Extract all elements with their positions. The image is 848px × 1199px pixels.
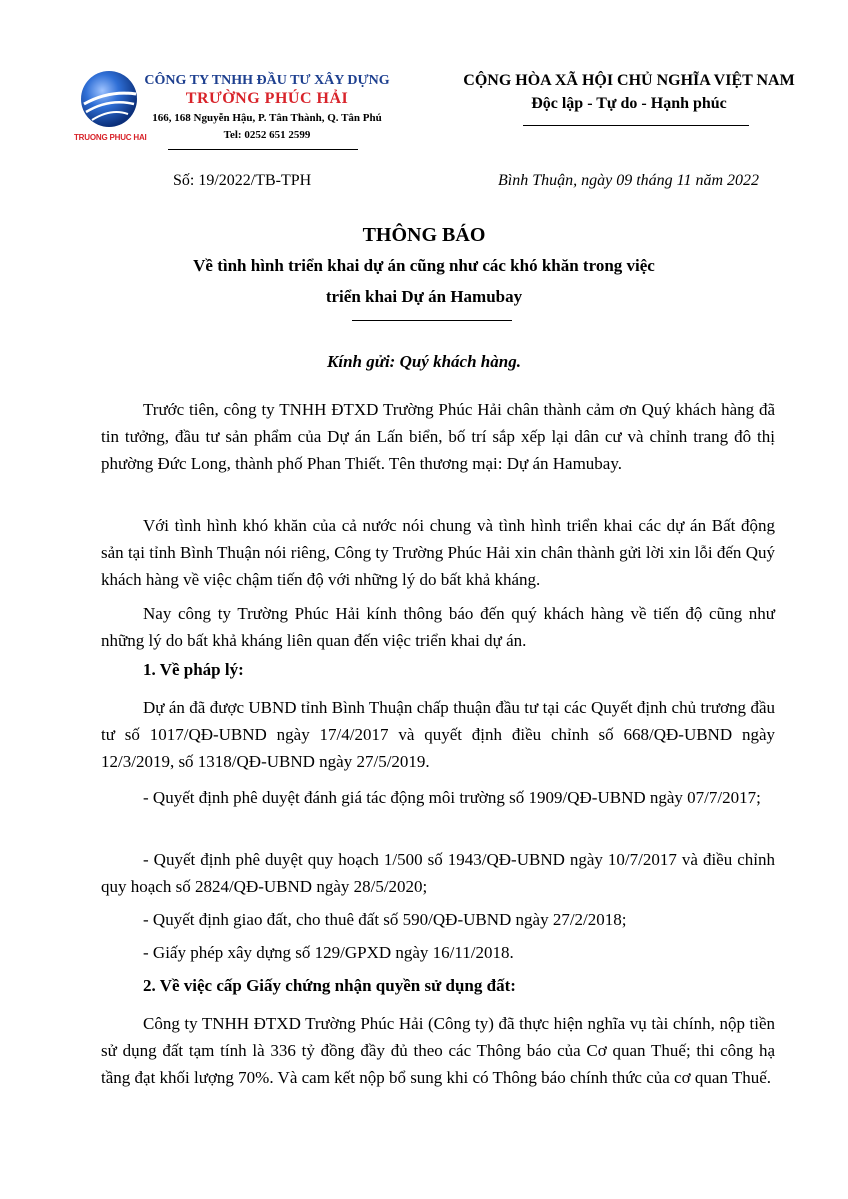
company-tel: Tel: 0252 651 2599 [223, 129, 311, 141]
company-name-brand: TRƯỜNG PHÚC HẢI [185, 90, 349, 107]
list-item: - Quyết định giao đất, cho thuê đất số 590/QĐ-UBND ngày 27/2/2018; [143, 910, 627, 929]
list-item: - Quyết định phê duyệt quy hoạch 1/500 số 1943/QĐ-UBND ngày 10/7/2017 và điều chỉnh quy hoạch số 2824/QĐ-UBND ngày 28/5/2020; [101, 850, 775, 896]
document-subtitle-line2: triển khai Dự án Hamubay [325, 287, 523, 306]
title-divider [352, 320, 512, 321]
nation-title: CỘNG HÒA XÃ HỘI CHỦ NGHĨA VIỆT NAM [463, 72, 795, 89]
company-address: 166, 168 Nguyễn Hậu, P. Tân Thành, Q. Tân Phú [152, 112, 382, 124]
document-reference: Số: 19/2022/TB-TPH [173, 172, 312, 189]
paragraph-legal: Dự án đã được UBND tỉnh Bình Thuận chấp thuận đầu tư tại các Quyết định chủ trương đầu tư số 1017/QĐ-UBND ngày 17/4/2017 và quyết định điều chỉnh số 668/QĐ-UBND ngày 12/3/2019, số 1318/QĐ-UBND ngày 27/5/2019. [101, 698, 775, 771]
section-heading-legal: 1. Về pháp lý: [143, 660, 244, 679]
list-item: - Giấy phép xây dựng số 129/GPXD ngày 16/11/2018. [143, 943, 514, 962]
logo-caption: TRUONG PHUC HAI [74, 133, 147, 142]
paragraph-intro: Trước tiên, công ty TNHH ĐTXD Trường Phúc Hải chân thành cảm ơn Quý khách hàng đã tin tưởng, đầu tư sản phẩm của Dự án Lấn biển, bố trí sắp xếp lại dân cư và chỉnh trang đô thị phường Đức Long, thành phố Phan Thiết. Tên thương mại: Dự án Hamubay. [101, 400, 775, 473]
globe-logo-icon [78, 68, 140, 130]
document-date: Bình Thuận, ngày 09 tháng 11 năm 2022 [498, 172, 760, 189]
paragraph-land-certificate: Công ty TNHH ĐTXD Trường Phúc Hải (Công ty) đã thực hiện nghĩa vụ tài chính, nộp tiền sử dụng đất tạm tính là 336 tỷ đồng đầy đủ theo các Thông báo của Cơ quan Thuế; thi công hạ tầng đạt khối lượng 70%. Và cam kết nộp bổ sung khi có Thông báo chính thức của cơ quan Thuế. [101, 1014, 775, 1087]
paragraph-apology: Với tình hình khó khăn của cả nước nói chung và tình hình triển khai các dự án Bất động sản tại tỉnh Bình Thuận nói riêng, Công ty Trường Phúc Hải xin chân thành gửi lời xin lỗi đến Quý khách hàng về việc chậm tiến độ với những lý do bất khả kháng. [101, 516, 775, 589]
company-divider [168, 149, 358, 150]
greeting: Kính gửi: Quý khách hàng. [327, 352, 521, 371]
document-subtitle-line1: Về tình hình triển khai dự án cũng như các khó khăn trong việc [193, 256, 655, 275]
nation-divider [523, 125, 749, 126]
document-title: THÔNG BÁO [362, 224, 486, 246]
section-heading-land-certificate: 2. Về việc cấp Giấy chứng nhận quyền sử dụng đất: [143, 976, 516, 995]
list-item: - Quyết định phê duyệt đánh giá tác động môi trường số 1909/QĐ-UBND ngày 07/7/2017; [143, 788, 761, 807]
paragraph-notice: Nay công ty Trường Phúc Hải kính thông báo đến quý khách hàng về tiến độ cũng như những lý do bất khả kháng liên quan đến việc triển khai dự án. [101, 604, 775, 650]
nation-motto: Độc lập - Tự do - Hạnh phúc [531, 95, 727, 112]
company-name: CÔNG TY TNHH ĐẦU TƯ XÂY DỰNG [144, 73, 390, 88]
